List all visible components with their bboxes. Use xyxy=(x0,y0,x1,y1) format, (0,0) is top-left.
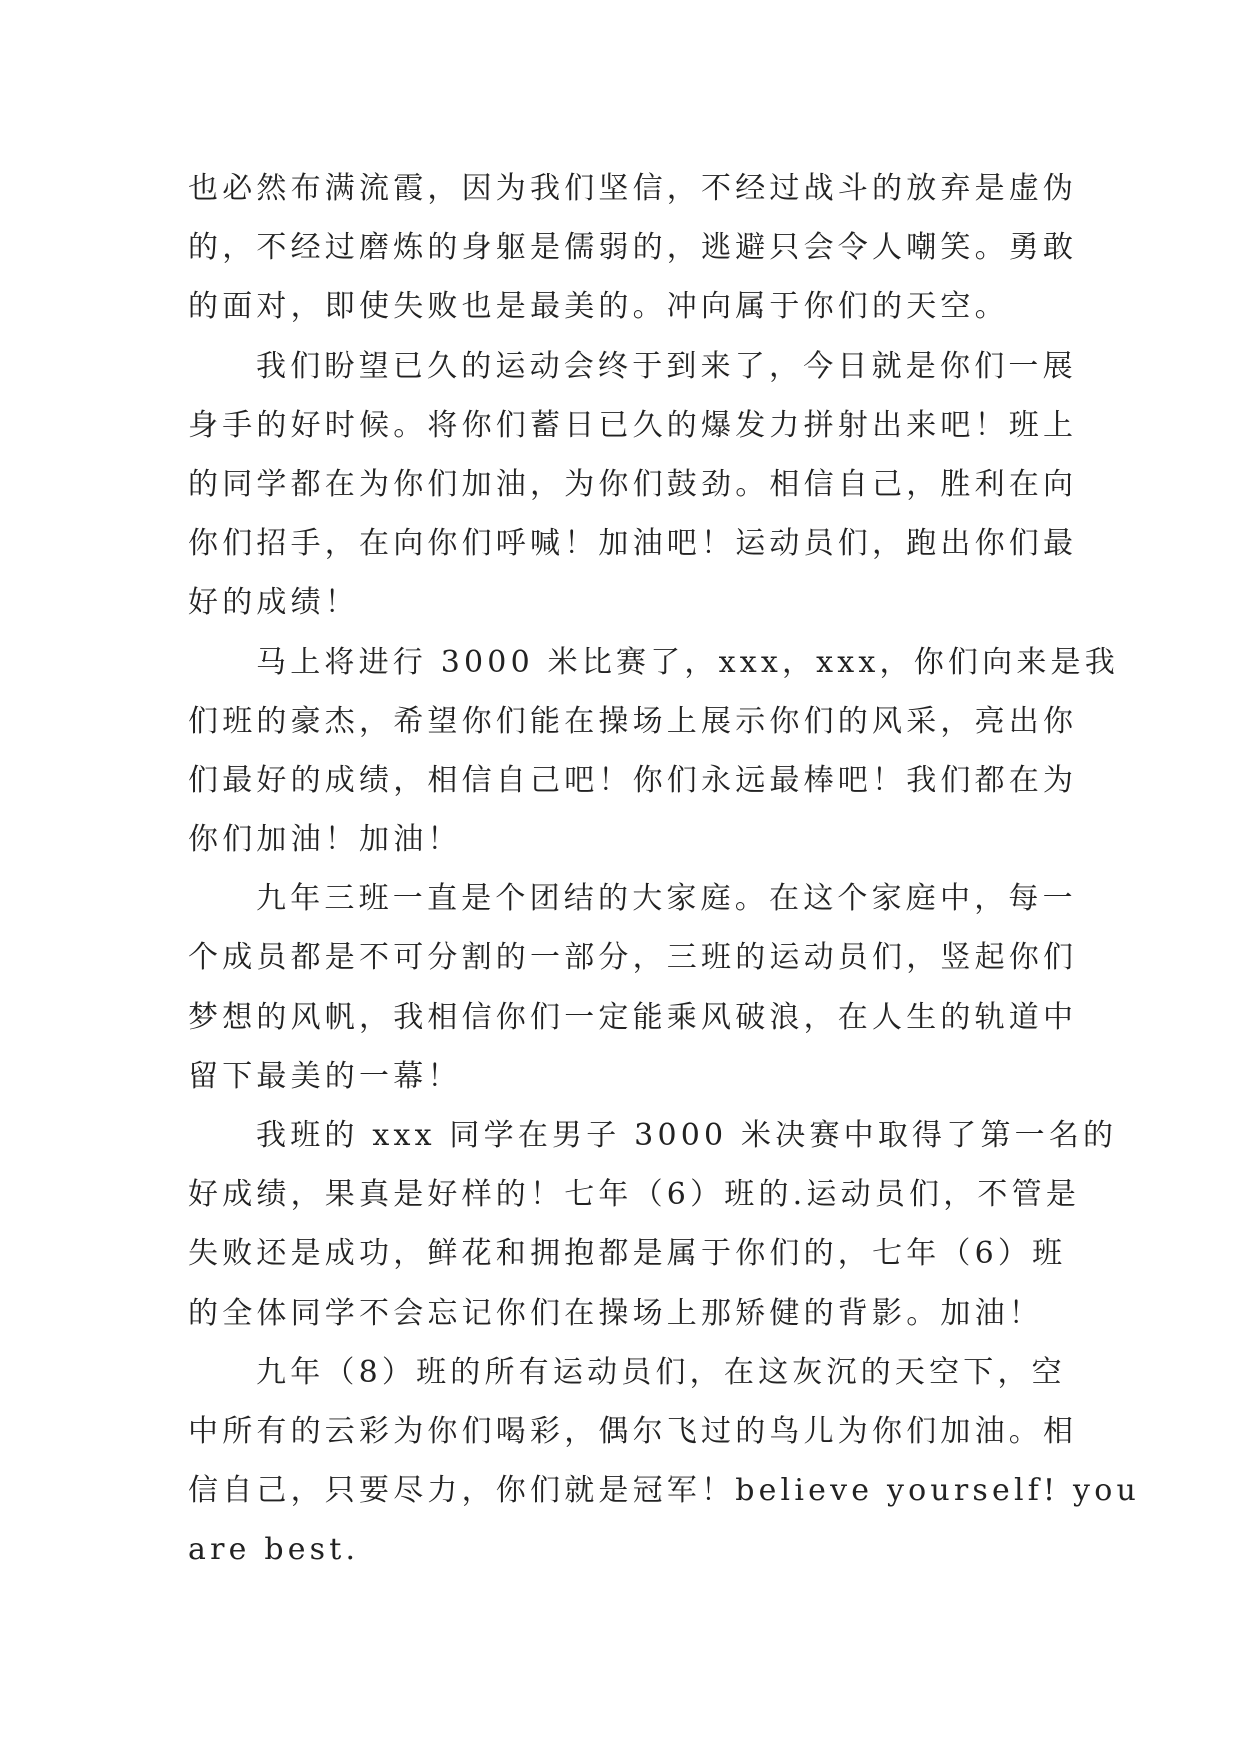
text-line: 我班的 xxx 同学在男子 3000 米决赛中取得了第一名的 xyxy=(256,1118,1118,1153)
text-line: 你们加油！加油！ xyxy=(188,822,462,858)
text-line: 留下最美的一幕！ xyxy=(188,1058,462,1094)
text-line: 马上将进行 3000 米比赛了，xxx，xxx，你们向来是我 xyxy=(256,644,1119,680)
text-line: 好成绩，果真是好样的！七年（6）班的.运动员们，不管是 xyxy=(188,1177,1081,1213)
text-line: 们班的豪杰，希望你们能在操场上展示你们的风采，亮出你 xyxy=(188,703,1078,739)
text-line: 的全体同学不会忘记你们在操场上那矫健的背影。加油！ xyxy=(188,1295,1043,1331)
text-line: 的同学都在为你们加油，为你们鼓劲。相信自己，胜利在向 xyxy=(188,466,1078,502)
text-line: 信自己，只要尽力，你们就是冠军！believe yourself! you xyxy=(188,1473,1140,1509)
text-line: 的，不经过磨炼的身躯是儒弱的，逃避只会令人嘲笑。勇敢 xyxy=(188,230,1078,266)
text-line: 失败还是成功，鲜花和拥抱都是属于你们的，七年（6）班 xyxy=(188,1236,1067,1272)
text-line: 身手的好时候。将你们蓄日已久的爆发力拼射出来吧！班上 xyxy=(188,407,1078,443)
text-line: 们最好的成绩，相信自己吧！你们永远最棒吧！我们都在为 xyxy=(188,762,1078,798)
text-line: 中所有的云彩为你们喝彩，偶尔飞过的鸟儿为你们加油。相 xyxy=(188,1413,1078,1449)
text-line: 好的成绩！ xyxy=(188,585,359,621)
text-line: 也必然布满流霞，因为我们坚信，不经过战斗的放弃是虚伪 xyxy=(188,171,1078,206)
document-body xyxy=(188,159,1140,1580)
text-line: are best. xyxy=(188,1532,360,1568)
text-line: 梦想的风帆，我相信你们一定能乘风破浪，在人生的轨道中 xyxy=(188,999,1078,1035)
text-line: 九年（8）班的所有运动员们，在这灰沉的天空下，空 xyxy=(256,1354,1066,1390)
text-line: 个成员都是不可分割的一部分，三班的运动员们，竖起你们 xyxy=(188,940,1078,976)
text-line: 我们盼望已久的运动会终于到来了，今日就是你们一展 xyxy=(256,348,1077,384)
text-line: 的面对，即使失败也是最美的。冲向属于你们的天空。 xyxy=(188,289,1009,325)
text-line: 你们招手，在向你们呼喊！加油吧！运动员们，跑出你们最 xyxy=(188,526,1078,562)
text-line: 九年三班一直是个团结的大家庭。在这个家庭中，每一 xyxy=(256,881,1077,917)
